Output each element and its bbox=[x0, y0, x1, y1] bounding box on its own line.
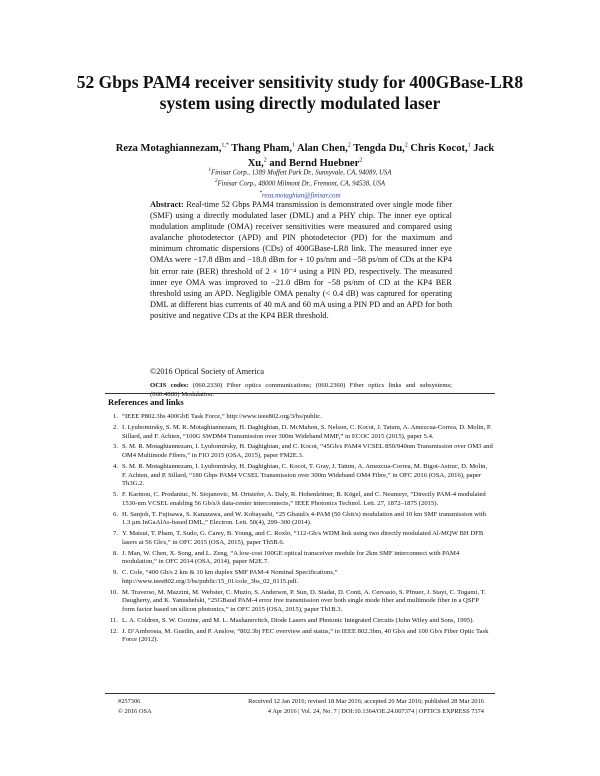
author: Thang Pham,$^1$ bbox=[231, 142, 295, 154]
corresponding-email[interactable]: *reza.motaghian@finisar.com bbox=[259, 190, 341, 199]
abstract-label: Abstract: bbox=[150, 200, 184, 209]
reference-item: 4. S. M. R. Motaghiannezam, I. Lyubomirsky, H. Daghighian, C. Kocot, T. Gray, J. Tatum, A. Amezcua-Correa, M. Bigot-Astruc, D. Molin, F. Achten, and P. Sillard, “180 Gbps PAM4 VCSEL Transmission over 300m Wideband OM4 Fibre,” in OFC 2016 (OSA, 2016), paper Th3G.2. bbox=[113, 462, 488, 488]
author: Reza Motaghiannezam,$^{1,*}$ bbox=[115, 142, 229, 154]
ocis-codes bbox=[150, 381, 452, 399]
ocis-text: (060.2330) Fiber optics communications; (060.2360) Fiber optics links and subsystems; (060.4080) Modulation. bbox=[150, 382, 453, 398]
reference-item: 2. I. Lyubomirsky, S. M. R. Motaghiannezam, H. Daghighian, D. McMahon, S. Nelson, C. Kocot, J. Tatum, A. Amezcua-Correa, D. Molin, P. Sillard, and F. Achten, “100G SWDM4 Transmission over 300m Wideband MMF,” in ECOC 2015 (2015), paper 5.4. bbox=[113, 423, 492, 440]
affiliation-1: $^1$Finisar Corp., 1389 Moffett Park Dr., Sunnyvale, CA, 94089, USA bbox=[208, 168, 392, 177]
reference-item: 10. M. Traverso, M. Mazzini, M. Webster, C. Muzio, S. Anderson, P. Sun, D. Siadat, D. Conti, A. Cervasio, S. Pfnuer, J. Stayt, C. Togami, T. Daugherty, and K. Yanushefski, “25GBaud PAM-4 error free transmission over both single mode fiber and multimode fiber in a QSFP form factor based on silicon photonics,” in OFC 2015 (OSA, 2015), paper Th1B.3. bbox=[109, 588, 486, 613]
reference-item: 12. J. D’Ambrosia, M. Gustlin, and P. Anslow, “802.3bj FEC overview and status,” in IEEE 802.3bm, 40 Gb/s and 100 Gb/s Fiber Optic Task Force (2012). bbox=[109, 627, 489, 644]
footer-copyright: © 2016 OSA bbox=[118, 707, 152, 715]
abstract-text: Real-time 52 Gbps PAM4 transmission is demonstrated over single mode fiber (SMF) using a directly modulated laser (DML) and a PHY chip. The inner eye optical modulation amplitude (OMA) receiver sensitivities were measured and compared using avalanche photodetector (APD) and PIN photodetector (PD) for the maximum and minimum chromatic dispersions (CDs) of 400GBase-LR8 link. The measured inner eye OMAs were −17.8 dBm and −18.8 dBm for + 10 ps/nm and −58 ps/nm of CDs at the KP4 bit error rate (BER) threshold of 2 × 10⁻⁴ using a PIN PD, respectively. The measured inner eye OMA was improved to −21.0 dBm for −58 ps/nm of CD at the KP4 BER threshold using an APD. Negligible OMA penalty (< 0.4 dB) was captured for operating DML at different bias currents of 40 mA and 60 mA using a PIN PD and an APD for both positive and negative CDs at the KP4 BER threshold. bbox=[150, 200, 452, 320]
author: Jack Xu,$^2$ bbox=[247, 142, 495, 169]
footer-right bbox=[248, 697, 484, 716]
reference-item: 6. H. Sanjoh, T. Fujisawa, S. Kanazawa, and W. Kobayashi, “25 Gbaud/s 4-PAM (50 Gbit/s) modulation and 10 km SMF transmission with 1.3 μm InGaAlAs-based DML,” Electron. Lett. 50(4), 299–300 (2014). bbox=[113, 510, 486, 527]
ocis-label: OCIS codes: bbox=[150, 382, 189, 389]
reference-item: 1. “IEEE P802.3bs 400GbE Task Force,” http://www.ieee802.org/3/bs/public. bbox=[113, 413, 322, 420]
affiliation-2: $^2$Finisar Corp., 48000 Milmont Dr., Fremont, CA, 94538, USA bbox=[214, 179, 386, 188]
journal-citation: 4 Apr 2016 | Vol. 24, No. 7 | DOI:10.1364/OE.24.007374 | OPTICS EXPRESS 7374 bbox=[267, 707, 484, 715]
paper-title: 52 Gbps PAM4 receiver sensitivity study for 400GBase-LR8 system using directly modulated laser bbox=[76, 72, 524, 113]
manuscript-id: #257306 bbox=[118, 698, 141, 705]
footer-divider bbox=[105, 693, 495, 694]
divider bbox=[105, 393, 495, 394]
author: Alan Chen,$^2$ bbox=[297, 142, 351, 154]
reference-item: 7. Y. Matsui, T. Pham, T. Sudo, G. Carey, B. Young, and C. Roxlo, “112-Gb/s WDM link using two directly modulated Al-MQW BH DFB lasers at 56 Gb/s,” in OFC 2015 (OSA, 2015), paper Th5B.6. bbox=[113, 530, 484, 546]
abstract bbox=[150, 199, 452, 321]
author: and Bernd Huebner$^2$ bbox=[269, 157, 363, 169]
reference-item: 8. J. Man, W. Chen, X. Song, and L. Zeng, “A low-cost 100GE optical transceiver module for 2km SMF interconnect with PAM4 modulation,” in OFC 2014 (OSA, 2014), paper M2E.7. bbox=[113, 549, 460, 566]
reference-list bbox=[108, 413, 493, 647]
reference-item: 5. F. Karinou, C. Prodaniuc, N. Stojanovic, M. Ortsiefer, A. Daly, R. Hohenleitner, B. Kögel, and C. Neumeyr, “Directly PAM-4 modulated 1530-nm VCSEL enabling 56 Gb/s/λ data-center interconnects,” IEEE Photonics Technol. Lett. 27, 1872–1875 (2015). bbox=[113, 491, 486, 507]
author: Chris Kocot,$^1$ bbox=[410, 142, 471, 154]
reference-item: 3. S. M. R. Motaghiannezam, I. Lyubomirsky, H. Daghighian, and C. Kocot, “45Gb/s PAM4 VCSEL 850/940nm Transmission over OM3 and OM4 Multimode Fibers,” in FIO 2015 (OSA, 2015), paper FM2E.3. bbox=[113, 443, 493, 459]
footer-left bbox=[118, 697, 152, 716]
reference-item: 9. C. Cole, “400 Gb/s 2 km & 10 km duplex SMF PAM-4 Nominal Specifications,” http://www.ieee802.org/3/bs/public/15_01/cole_3bs_02_0115.pdf. bbox=[113, 569, 338, 585]
author: Tengda Du,$^2$ bbox=[353, 142, 408, 154]
copyright-notice: ©2016 Optical Society of America bbox=[150, 367, 264, 376]
affiliations bbox=[150, 166, 450, 200]
references-heading: References and links bbox=[108, 397, 184, 407]
publication-dates: Received 12 Jan 2016; revised 18 Mar 2016; accepted 20 Mar 2016; published 28 Mar 2016 bbox=[248, 698, 484, 705]
reference-item: 11. L. A. Coldren, S. W. Corzine, and M. L. Mashanovitch, Diode Lasers and Photonic Integrated Circuits (John Wiley and Sons, 1995). bbox=[109, 616, 475, 624]
